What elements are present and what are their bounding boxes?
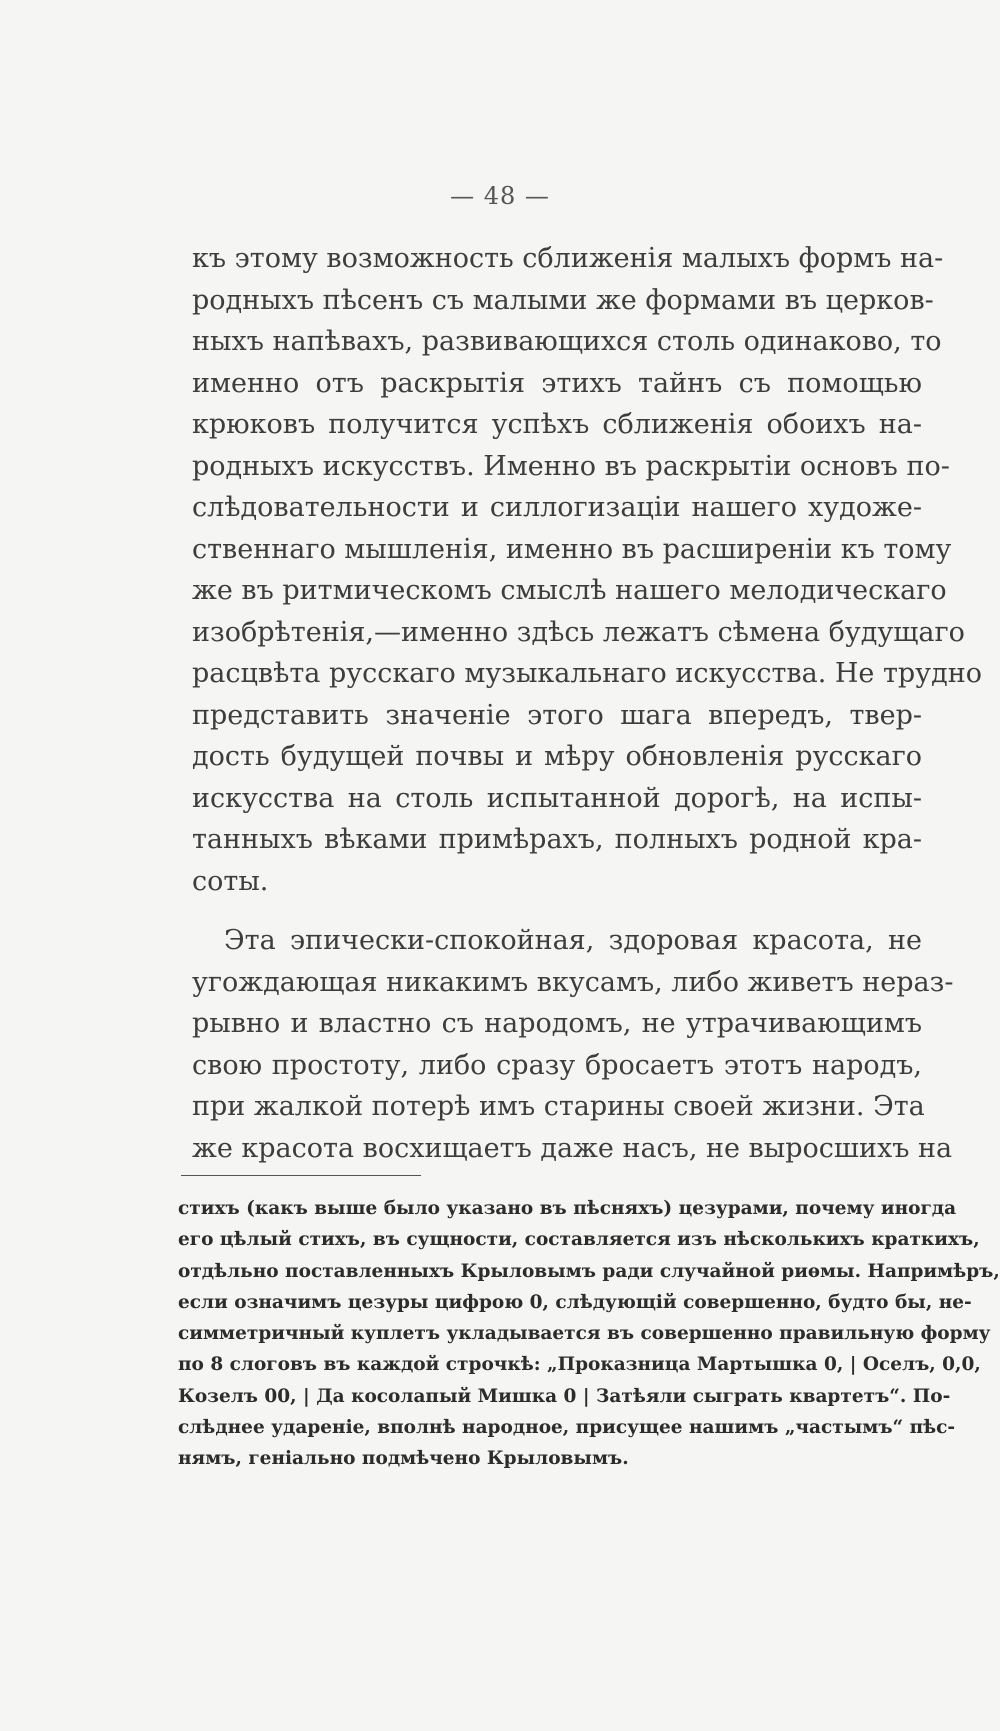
footnote-line: по 8 слоговъ въ каждой строчкѣ: „Проказница Мартышка 0, | Оселъ, 0,0, [178,1354,981,1376]
text-line: родныхъ искусствъ. Именно въ раскрытіи основъ по- [192,450,950,482]
page-number: — 48 — [450,182,550,210]
footnote-line: его цѣлый стихъ, въ сущности, составляется изъ нѣсколькихъ краткихъ, [178,1229,980,1251]
text-line: изобрѣтенія,—именно здѣсь лежатъ сѣмена будущаго [192,616,965,648]
text-line: крюковъ получится успѣхъ сближенія обоихъ на- [192,409,922,440]
footnote-line: слѣднее удареніе, вполнѣ народное, присущее нашимъ „частымъ“ пѣс- [178,1417,956,1439]
footnote-line: если означимъ цезуры цифрою 0, слѣдующій совершенно, будто бы, не- [178,1291,972,1313]
text-line: именно отъ раскрытія этихъ тайнъ съ помощью [192,367,922,399]
paragraph-first-line: Эта эпически-спокойная, здоровая красота, не [224,925,922,956]
text-line: соты. [192,865,269,897]
footnote-separator [181,1175,421,1176]
text-line: же красота восхищаетъ даже насъ, не выросшихъ на [192,1132,953,1164]
text-line: расцвѣта русскаго музыкальнаго искусства. Не трудно [192,658,982,689]
footnote-line: Козелъ 00, | Да косолапый Мишка 0 | Затѣяли сыграть квартетъ“. По- [178,1385,951,1407]
text-line: представить значеніе этого шага впередъ, твер- [192,699,922,731]
footnote-line: симметричный куплетъ укладывается въ совершенно правильную форму [178,1323,991,1345]
footnote-line: отдѣльно поставленныхъ Крыловымъ ради случайной риѳмы. Напримѣръ, [178,1260,1000,1282]
text-line: угождающая никакимъ вкусамъ, либо живетъ нераз- [192,966,954,998]
text-line: искусства на столь испытанной дорогѣ, на испы- [192,782,922,814]
footnote-line: нямъ, геніально подмѣчено Крыловымъ. [178,1448,629,1470]
footnote-line: стихъ (какъ выше было указано въ пѣсняхъ) цезурами, почему иногда [178,1198,957,1219]
footnote [178,1193,1000,1475]
main-text [192,238,982,1169]
text-line: ныхъ напѣвахъ, развивающихся столь одинаково, то [192,326,942,357]
text-line: дость будущей почвы и мѣру обновленія русскаго [192,741,922,772]
text-line: рывно и властно съ народомъ, не утрачивающимъ [192,1008,922,1039]
text-line: слѣдовательности и силлогизаціи нашего художе- [192,492,922,523]
text-line: къ этому возможность сближенія малыхъ формъ на- [192,243,944,274]
text-line: свою простоту, либо сразу бросаетъ этотъ народъ, [192,1049,922,1081]
text-line: при жалкой потерѣ имъ старины своей жизни. Эта [192,1091,925,1122]
text-line: ственнаго мышленія, именно въ расширеніи къ тому [192,533,952,565]
text-line: родныхъ пѣсенъ съ малыми же формами въ церков- [192,284,934,316]
text-line: танныхъ вѣками примѣрахъ, полныхъ родной кра- [192,824,922,855]
text-line: же въ ритмическомъ смыслѣ нашего мелодическаго [192,575,947,606]
